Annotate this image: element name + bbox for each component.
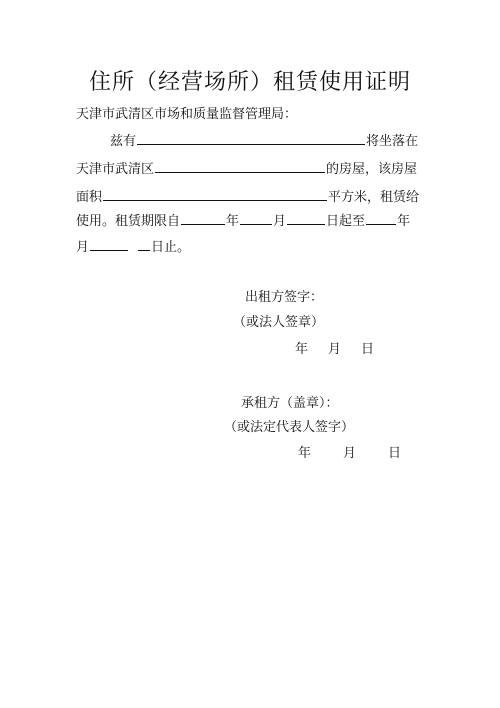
day-label: 日 [388,446,402,461]
body-line-1 [110,131,418,150]
blank-end-month [90,237,128,251]
blank-start-year [181,211,225,225]
blank-address [155,159,325,173]
body-text: 月 [273,214,287,229]
blank-end-day [138,237,150,251]
body-text: 日起至 [326,214,366,229]
lessee-seal-label: 承租方（盖章）： [241,396,339,411]
lessee-date [298,446,401,462]
year-label: 年 [295,342,309,357]
body-text: 兹有 [110,134,137,149]
body-text: 年 [397,214,411,229]
addressee-line: 天津市武清区市场和质量监督管理局： [76,107,298,122]
lessee-signature-note: （或法定代表人签字） [224,420,355,435]
year-label: 年 [298,446,312,461]
blank-start-month [240,211,272,225]
day-label: 日 [361,342,375,357]
body-text: 将坐落在 [366,134,419,149]
body-line-5 [76,237,190,256]
body-text: 使用。租赁期限自 [76,214,181,229]
month-label: 月 [343,446,357,461]
body-line-3 [76,187,419,206]
body-text: 的房屋，该房屋 [326,162,418,177]
lessor-seal-note: （或法人签章） [233,315,325,330]
lessor-signature-label: 出租方签字： [245,290,324,305]
body-line-4 [76,211,410,230]
month-label: 月 [328,342,342,357]
body-text: 平方米，租赁给 [328,190,420,205]
body-text: 年 [226,214,240,229]
body-text: 面积 [76,190,103,205]
body-line-2 [76,159,417,178]
body-text: 月 [76,240,90,255]
blank-start-day [287,211,325,225]
body-text: 天津市武清区 [76,162,155,177]
blank-tenant-name [137,131,365,145]
document-title: 住所（经营场所）租赁使用证明 [88,70,411,95]
lessor-date [295,342,374,358]
body-text: 日止。 [151,240,191,255]
blank-area [103,187,327,201]
blank-end-year [366,211,396,225]
